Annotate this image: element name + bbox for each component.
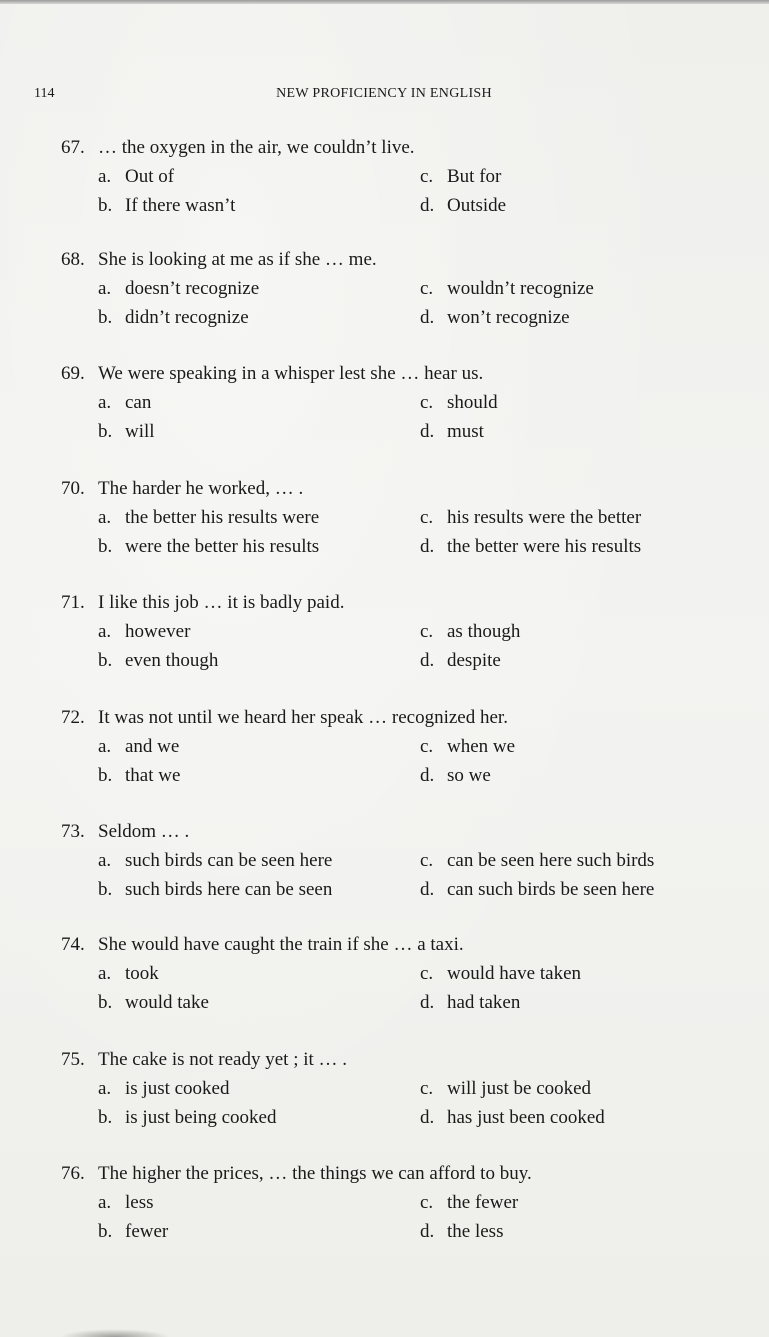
page-number: 114 xyxy=(34,86,55,101)
question-76 xyxy=(0,1163,769,1273)
option-text: should xyxy=(447,392,498,413)
option-text: doesn’t recognize xyxy=(125,278,260,299)
option-c xyxy=(420,507,641,529)
option-letter: d. xyxy=(420,307,435,328)
option-text: can be seen here such birds xyxy=(447,850,655,871)
option-a xyxy=(98,278,259,300)
option-d xyxy=(420,307,570,329)
option-letter: a. xyxy=(98,850,112,871)
option-b xyxy=(98,765,180,787)
option-letter: c. xyxy=(420,507,434,528)
question-text: Seldom … . xyxy=(98,821,190,842)
option-text: Out of xyxy=(125,166,175,187)
option-d xyxy=(420,650,501,672)
question-stem xyxy=(61,592,344,614)
option-text: that we xyxy=(125,765,181,786)
option-text: took xyxy=(125,963,159,984)
option-d xyxy=(420,765,491,787)
option-text: fewer xyxy=(125,1221,169,1242)
option-letter: d. xyxy=(420,421,435,442)
option-text: had taken xyxy=(447,992,521,1013)
question-stem xyxy=(61,1049,347,1071)
option-letter: c. xyxy=(420,621,434,642)
option-letter: b. xyxy=(98,421,113,442)
option-c xyxy=(420,1192,518,1214)
option-text: when we xyxy=(447,736,516,757)
option-letter: a. xyxy=(98,1078,112,1099)
option-text: less xyxy=(125,1192,154,1213)
option-text: must xyxy=(447,421,484,442)
option-letter: a. xyxy=(98,166,112,187)
option-text: the better were his results xyxy=(447,536,642,557)
option-d xyxy=(420,992,520,1014)
option-text: If there wasn’t xyxy=(125,195,236,216)
option-letter: d. xyxy=(420,879,435,900)
option-b xyxy=(98,1107,276,1129)
option-text: despite xyxy=(447,650,501,671)
question-stem xyxy=(61,1163,532,1185)
option-letter: b. xyxy=(98,992,113,1013)
question-68 xyxy=(0,249,769,359)
question-number: 73. xyxy=(61,821,85,842)
question-stem xyxy=(61,249,377,271)
question-72 xyxy=(0,707,769,817)
option-letter: a. xyxy=(98,736,112,757)
question-number: 70. xyxy=(61,478,85,499)
option-d xyxy=(420,1221,503,1243)
option-a xyxy=(98,736,179,758)
question-text: The harder he worked, … . xyxy=(98,478,304,499)
option-letter: b. xyxy=(98,195,113,216)
option-text: won’t recognize xyxy=(447,307,570,328)
question-stem xyxy=(61,934,464,956)
option-a xyxy=(98,1192,154,1214)
question-text: The higher the prices, … the things we can afford to buy. xyxy=(98,1163,532,1184)
option-text: can xyxy=(125,392,152,413)
option-text: But for xyxy=(447,166,502,187)
option-letter: d. xyxy=(420,765,435,786)
option-letter: c. xyxy=(420,166,434,187)
option-text: can such birds be seen here xyxy=(447,879,655,900)
option-letter: c. xyxy=(420,736,434,757)
question-74 xyxy=(0,934,769,1044)
question-text: We were speaking in a whisper lest she … hear us. xyxy=(98,363,484,384)
question-text: It was not until we heard her speak … recognized her. xyxy=(98,707,508,728)
option-letter: b. xyxy=(98,307,113,328)
option-b xyxy=(98,992,209,1014)
question-70 xyxy=(0,478,769,588)
option-letter: c. xyxy=(420,1192,434,1213)
option-letter: b. xyxy=(98,536,113,557)
option-b xyxy=(98,650,218,672)
option-letter: d. xyxy=(420,1221,435,1242)
question-stem xyxy=(61,363,483,385)
question-stem xyxy=(61,137,415,159)
option-text: Outside xyxy=(447,195,507,216)
option-c xyxy=(420,392,498,414)
option-b xyxy=(98,421,155,443)
option-c xyxy=(420,621,520,643)
option-text: the fewer xyxy=(447,1192,519,1213)
option-a xyxy=(98,507,319,529)
option-letter: a. xyxy=(98,1192,112,1213)
option-a xyxy=(98,850,332,872)
question-number: 68. xyxy=(61,249,85,270)
question-stem xyxy=(61,821,189,843)
option-text: would have taken xyxy=(447,963,582,984)
option-b xyxy=(98,1221,168,1243)
option-text: wouldn’t recognize xyxy=(447,278,594,299)
option-text: and we xyxy=(125,736,180,757)
option-text: however xyxy=(125,621,191,642)
option-letter: b. xyxy=(98,765,113,786)
question-text: I like this job … it is badly paid. xyxy=(98,592,345,613)
question-text: She is looking at me as if she … me. xyxy=(98,249,377,270)
option-b xyxy=(98,879,332,901)
option-d xyxy=(420,536,641,558)
option-a xyxy=(98,392,151,414)
option-text: is just being cooked xyxy=(125,1107,277,1128)
question-number: 74. xyxy=(61,934,85,955)
question-text: She would have caught the train if she … a taxi. xyxy=(98,934,464,955)
option-letter: b. xyxy=(98,1107,113,1128)
option-letter: c. xyxy=(420,963,434,984)
option-c xyxy=(420,963,581,985)
option-letter: c. xyxy=(420,1078,434,1099)
option-letter: c. xyxy=(420,850,434,871)
option-a xyxy=(98,621,190,643)
option-letter: a. xyxy=(98,621,112,642)
option-letter: b. xyxy=(98,650,113,671)
question-number: 71. xyxy=(61,592,85,613)
option-text: will just be cooked xyxy=(447,1078,592,1099)
question-73 xyxy=(0,821,769,931)
option-a xyxy=(98,1078,230,1100)
running-head xyxy=(34,86,734,106)
option-text: is just cooked xyxy=(125,1078,230,1099)
option-text: has just been cooked xyxy=(447,1107,605,1128)
question-67 xyxy=(0,137,769,247)
option-letter: d. xyxy=(420,992,435,1013)
option-text: such birds here can be seen xyxy=(125,879,333,900)
option-text: such birds can be seen here xyxy=(125,850,333,871)
question-number: 69. xyxy=(61,363,85,384)
option-d xyxy=(420,421,484,443)
question-text: The cake is not ready yet ; it … . xyxy=(98,1049,348,1070)
option-letter: a. xyxy=(98,278,112,299)
question-number: 75. xyxy=(61,1049,85,1070)
option-text: as though xyxy=(447,621,521,642)
option-letter: c. xyxy=(420,392,434,413)
option-text: the better his results were xyxy=(125,507,320,528)
question-69 xyxy=(0,363,769,473)
page-top-edge xyxy=(0,0,769,4)
option-letter: d. xyxy=(420,195,435,216)
option-letter: a. xyxy=(98,392,112,413)
option-a xyxy=(98,166,174,188)
option-text: the less xyxy=(447,1221,504,1242)
option-text: would take xyxy=(125,992,209,1013)
question-number: 67. xyxy=(61,137,85,158)
option-a xyxy=(98,963,159,985)
option-c xyxy=(420,1078,591,1100)
option-letter: d. xyxy=(420,536,435,557)
scan-corner-shadow xyxy=(60,1329,170,1337)
option-b xyxy=(98,195,235,217)
option-text: even though xyxy=(125,650,219,671)
option-c xyxy=(420,850,654,872)
option-b xyxy=(98,536,319,558)
question-75 xyxy=(0,1049,769,1159)
question-stem xyxy=(61,478,303,500)
question-number: 76. xyxy=(61,1163,85,1184)
option-letter: a. xyxy=(98,963,112,984)
option-text: so we xyxy=(447,765,491,786)
option-d xyxy=(420,1107,605,1129)
book-title: NEW PROFICIENCY IN ENGLISH xyxy=(276,86,492,101)
option-c xyxy=(420,166,501,188)
option-letter: b. xyxy=(98,879,113,900)
option-d xyxy=(420,195,506,217)
option-text: will xyxy=(125,421,155,442)
question-number: 72. xyxy=(61,707,85,728)
option-c xyxy=(420,736,515,758)
option-letter: c. xyxy=(420,278,434,299)
question-text: … the oxygen in the air, we couldn’t live. xyxy=(98,137,415,158)
option-b xyxy=(98,307,249,329)
option-letter: b. xyxy=(98,1221,113,1242)
option-letter: a. xyxy=(98,507,112,528)
option-d xyxy=(420,879,654,901)
option-letter: d. xyxy=(420,1107,435,1128)
option-text: didn’t recognize xyxy=(125,307,249,328)
option-text: his results were the better xyxy=(447,507,642,528)
question-71 xyxy=(0,592,769,702)
option-c xyxy=(420,278,594,300)
option-letter: d. xyxy=(420,650,435,671)
question-stem xyxy=(61,707,508,729)
option-text: were the better his results xyxy=(125,536,320,557)
